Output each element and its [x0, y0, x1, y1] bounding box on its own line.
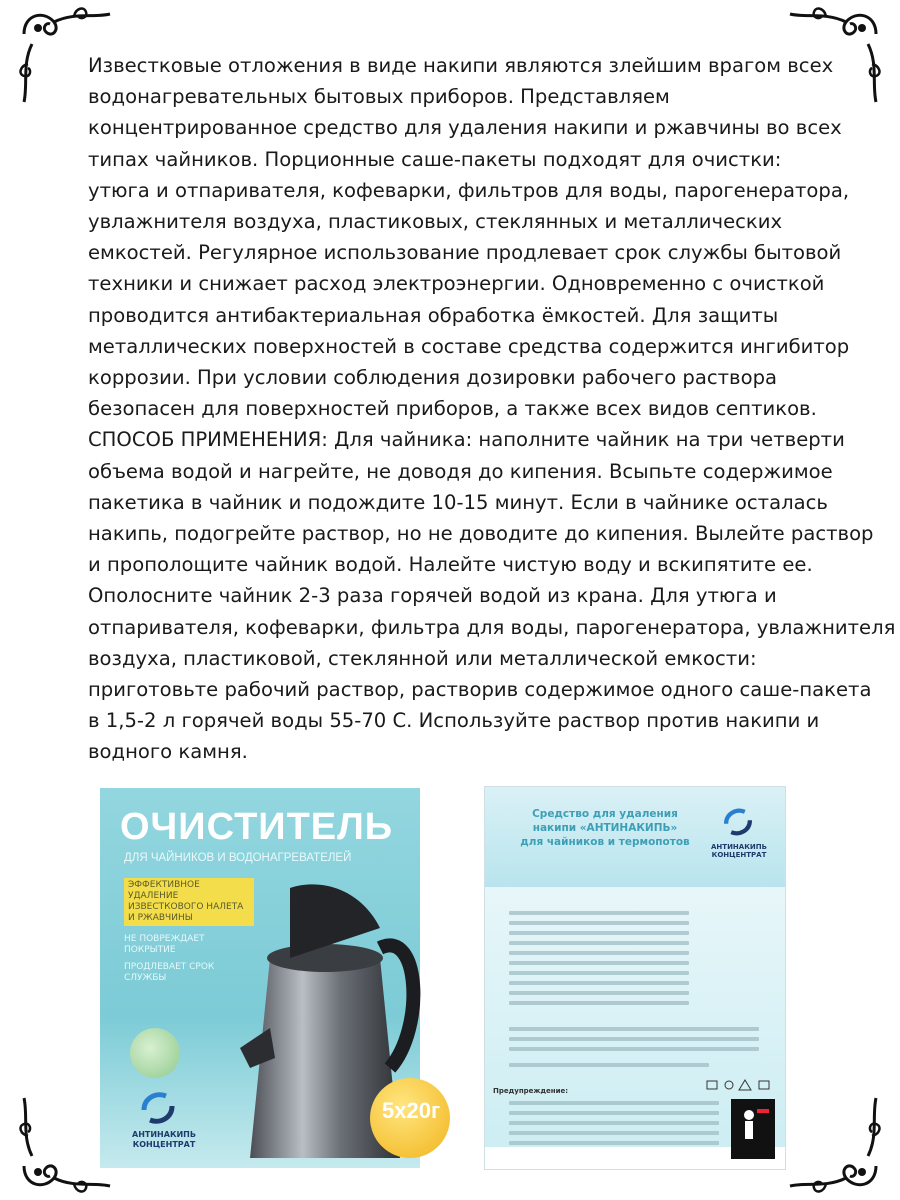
- sachet-back-image: [484, 786, 786, 1170]
- brand-logo-icon: [138, 1088, 178, 1128]
- description-line: концентрированное средство для удаления накипи и ржавчины во всех: [88, 116, 842, 140]
- description-line: Ополосните чайник 2-3 раза горячей водой из крана. Для утюга и: [88, 584, 777, 608]
- fine-print-line: [509, 1141, 719, 1145]
- description-line: пакетика в чайник и подождите 10-15 минут. Если в чайнике осталась: [88, 490, 828, 514]
- brand-name: АНТИНАКИПЬ: [711, 843, 767, 851]
- sachet-title: [505, 807, 705, 849]
- fine-print-line: [509, 1111, 719, 1115]
- fine-print-line: [509, 1121, 719, 1125]
- box-bullet: ПРОДЛЕВАЕТ СРОК СЛУЖБЫ: [124, 962, 215, 983]
- description-line: накипь, подогрейте раствор, но не доводите до кипения. Вылейте раствор: [88, 522, 874, 546]
- fine-print-line: [509, 1101, 719, 1105]
- description-line: в 1,5-2 л горячей воды 55-70 С. Используйте раствор против накипи и: [88, 709, 820, 733]
- fine-print-line: [509, 1001, 689, 1005]
- description-line: увлажнителя воздуха, пластиковых, стеклянных и металлических: [88, 210, 783, 234]
- brand-type: КОНЦЕНТРАТ: [132, 1140, 196, 1149]
- box-bullet: НЕ ПОВРЕЖДАЕТ ПОКРЫТИЕ: [124, 934, 205, 955]
- description-line: СПОСОБ ПРИМЕНЕНИЯ: Для чайника: наполните чайник на три четверти: [88, 428, 845, 452]
- description-line: водного камня.: [88, 740, 248, 764]
- fine-print-line: [509, 971, 689, 975]
- description-line: отпаривателя, кофеварки, фильтра для воды, парогенератора, увлажнителя: [88, 615, 896, 639]
- description-line: приготовьте рабочий раствор, растворив содержимое одного саше-пакета: [88, 678, 872, 702]
- keep-away-from-children-icon: [731, 1099, 775, 1159]
- fine-print-line: [509, 1047, 759, 1051]
- brand-logo-icon: [721, 805, 755, 839]
- box-subtitle: ДЛЯ ЧАЙНИКОВ И ВОДОНАГРЕВАТЕЛЕЙ: [124, 852, 352, 864]
- description-line: безопасен для поверхностей приборов, а также всех видов септиков.: [88, 397, 817, 421]
- fine-print-line: [509, 941, 689, 945]
- fine-print-line: [509, 1037, 759, 1041]
- recycling-symbols-icon: [705, 1079, 775, 1091]
- sachet-title-line: Средство для удаления: [532, 808, 678, 820]
- description-line: и прополощите чайник водой. Налейте чистую воду и вскипятите ее.: [88, 553, 813, 577]
- description-line: воздуха, пластиковой, стеклянной или металлической емкости:: [88, 646, 757, 670]
- brand-type: КОНЦЕНТРАТ: [711, 851, 767, 859]
- leaf-icon: [130, 1028, 180, 1078]
- description-line: утюга и отпаривателя, кофеварки, фильтров для воды, парогенератора,: [88, 178, 850, 202]
- product-box-image: [100, 788, 441, 1168]
- description-line: проводится антибактериальная обработка ёмкостей. Для защиты: [88, 303, 779, 327]
- fine-print-line: [509, 981, 689, 985]
- description-line: металлических поверхностей в составе средства содержится ингибитор: [88, 334, 850, 358]
- box-bullet-highlight: ЭФФЕКТИВНОЕ УДАЛЕНИЕ ИЗВЕСТКОВОГО НАЛЕТА И РЖАВЧИНЫ: [124, 878, 254, 926]
- description-line: емкостей. Регулярное использование продлевает срок службы бытовой: [88, 241, 842, 265]
- fine-print-line: [509, 1131, 719, 1135]
- fine-print-line: [509, 961, 689, 965]
- description-line: водонагревательных бытовых приборов. Представляем: [88, 85, 670, 109]
- fine-print-line: [509, 1027, 759, 1031]
- sachet-brand: [703, 843, 775, 859]
- box-brand: [114, 1130, 214, 1150]
- sachet-title-line: для чайников и термопотов: [520, 836, 690, 848]
- warning-label: Предупреждение:: [493, 1087, 569, 1095]
- description-line: Известковые отложения в виде накипи являются злейшим врагом всех: [88, 54, 834, 77]
- sachet-title-line: накипи «АНТИНАКИПЬ»: [532, 822, 678, 834]
- fine-print-line: [509, 911, 689, 915]
- description-line: коррозии. При условии соблюдения дозировки рабочего раствора: [88, 366, 778, 390]
- scroll-ornament-icon: [776, 1086, 886, 1196]
- fine-print-line: [509, 951, 689, 955]
- product-description: [88, 50, 896, 768]
- weight-badge-text: 5х20г: [382, 1098, 441, 1123]
- box-title: ОЧИСТИТЕЛЬ: [120, 806, 394, 848]
- fine-print-line: [509, 991, 689, 995]
- corner-ornament-bottom-right: [776, 1086, 886, 1196]
- brand-name: АНТИНАКИПЬ: [132, 1130, 196, 1139]
- description-line: техники и снижает расход электроэнергии. Одновременно с очисткой: [88, 272, 825, 296]
- description-line: объема водой и нагрейте, не доводя до кипения. Всыпьте содержимое: [88, 459, 833, 483]
- fine-print-line: [509, 1063, 709, 1067]
- fine-print-line: [509, 921, 689, 925]
- description-line: типах чайников. Порционные саше-пакеты подходят для очистки:: [88, 147, 782, 171]
- fine-print-line: [509, 931, 689, 935]
